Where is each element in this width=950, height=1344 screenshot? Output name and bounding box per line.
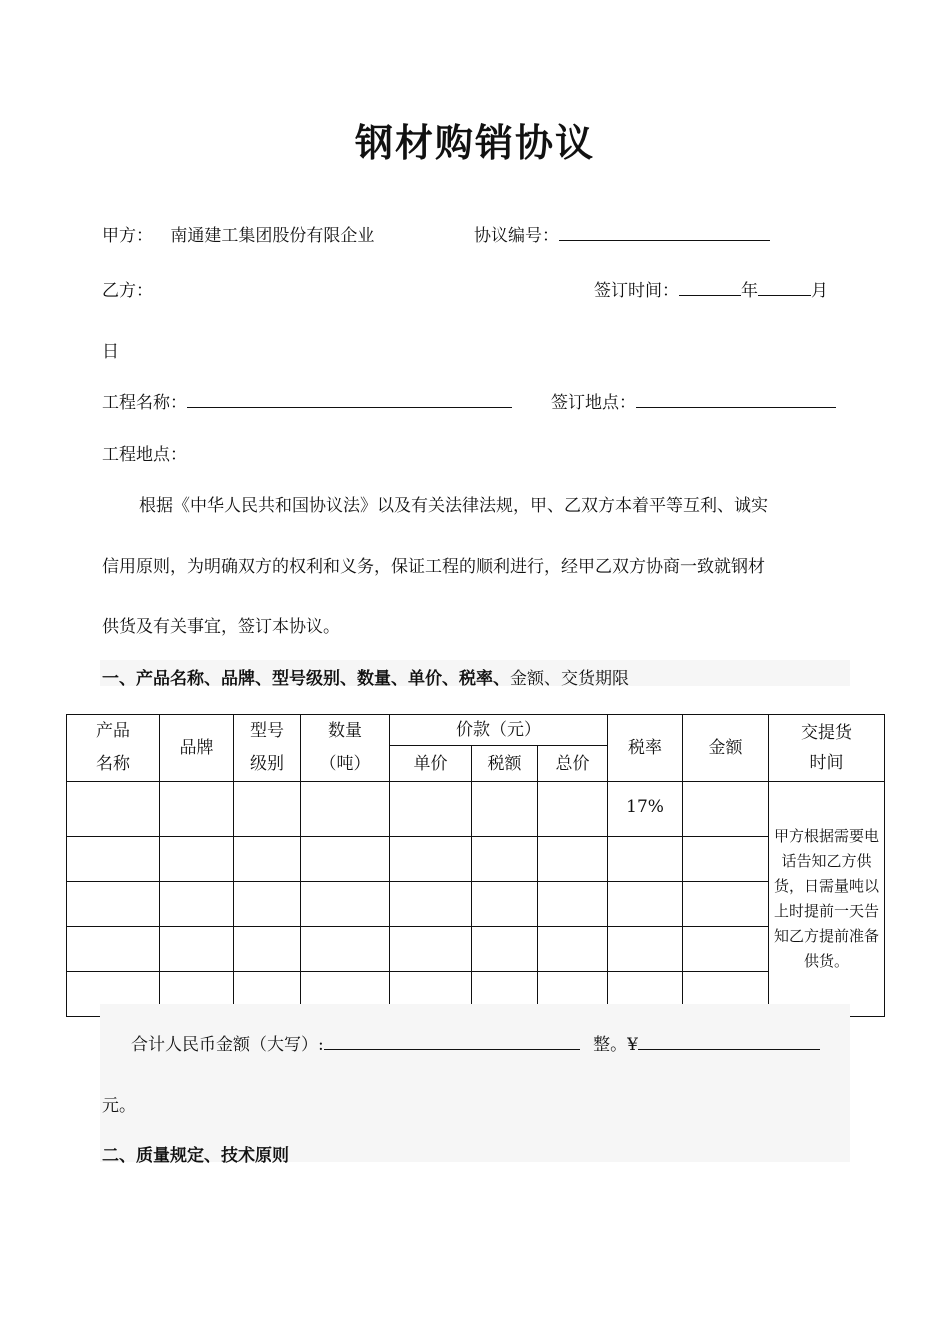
- table-cell[interactable]: [390, 927, 472, 972]
- total-shade: [100, 1004, 850, 1162]
- table-cell[interactable]: [390, 782, 472, 837]
- table-cell[interactable]: [538, 837, 608, 882]
- section-1-normal: 金额、交货期限: [510, 669, 629, 689]
- month-label: 月: [811, 281, 828, 301]
- party-a-line: [102, 221, 374, 246]
- party-a-value: 南通建工集团股份有限企业: [170, 226, 375, 246]
- table-cell[interactable]: [608, 882, 683, 927]
- delivery-note-cell: 甲方根据需要电话告知乙方供货，日需量吨以上时提前一天告知乙方提前准备供货。: [769, 782, 885, 1017]
- total-label: 合计人民币金额（大写）:: [131, 1035, 324, 1055]
- party-a-label: 甲方：: [102, 226, 153, 246]
- total-number-field[interactable]: [638, 1032, 820, 1050]
- header-tax-rate: 税率: [608, 715, 683, 782]
- table-cell[interactable]: [472, 882, 538, 927]
- table-cell[interactable]: [472, 927, 538, 972]
- table-cell[interactable]: [683, 782, 769, 837]
- table-cell[interactable]: [234, 837, 301, 882]
- agreement-no-label: 协议编号：: [474, 226, 559, 246]
- table-cell[interactable]: [683, 882, 769, 927]
- section-1-bold: 一、产品名称、品牌、型号级别、数量、单价、税率、: [102, 669, 510, 689]
- document-title: 钢材购销协议: [354, 121, 595, 165]
- product-table: [66, 714, 885, 1017]
- project-name-field[interactable]: [187, 390, 512, 408]
- agreement-no-field[interactable]: [559, 223, 770, 241]
- section-1-heading: [102, 664, 629, 689]
- table-row: [67, 882, 885, 927]
- table-cell[interactable]: [160, 837, 234, 882]
- table-cell[interactable]: [390, 882, 472, 927]
- table-cell[interactable]: [683, 837, 769, 882]
- table-cell[interactable]: [67, 782, 160, 837]
- project-name-line: [102, 388, 512, 413]
- table-cell[interactable]: [301, 837, 390, 882]
- table-cell[interactable]: [608, 837, 683, 882]
- day-label: 日: [102, 342, 119, 362]
- header-tax-amount: 税额: [472, 746, 538, 782]
- table-cell[interactable]: [390, 837, 472, 882]
- sign-place-line: [551, 388, 836, 413]
- table-cell[interactable]: [301, 782, 390, 837]
- table-cell[interactable]: [608, 927, 683, 972]
- year-label: 年: [741, 281, 758, 301]
- header-unit-price: 单价: [390, 746, 472, 782]
- sign-place-label: 签订地点：: [551, 393, 636, 413]
- table-cell[interactable]: [234, 782, 301, 837]
- table-cell[interactable]: [472, 782, 538, 837]
- party-b-label: 乙方：: [102, 281, 153, 301]
- table-cell[interactable]: [538, 782, 608, 837]
- header-quantity: 数量 （吨）: [301, 715, 390, 782]
- sign-month-field[interactable]: [758, 278, 811, 296]
- total-unit: 元。: [102, 1096, 136, 1116]
- intro-line-1: 根据《中华人民共和国协议法》以及有关法律法规，甲、乙双方本着平等互利、诚实: [139, 496, 768, 516]
- table-cell[interactable]: [67, 837, 160, 882]
- table-cell[interactable]: [234, 927, 301, 972]
- table-cell[interactable]: [538, 927, 608, 972]
- table-cell[interactable]: [67, 882, 160, 927]
- section-2-heading: 二、质量规定、技术原则: [102, 1146, 289, 1166]
- table-cell[interactable]: [160, 882, 234, 927]
- table-row: [67, 782, 885, 837]
- table-cell[interactable]: [160, 927, 234, 972]
- sign-year-field[interactable]: [679, 278, 741, 296]
- sign-time-label: 签订时间：: [594, 281, 679, 301]
- table-cell[interactable]: [683, 927, 769, 972]
- header-brand: 品牌: [160, 715, 234, 782]
- header-total-price: 总价: [538, 746, 608, 782]
- project-site-label: 工程地点：: [102, 445, 187, 465]
- table-cell[interactable]: [67, 927, 160, 972]
- table-cell[interactable]: [160, 782, 234, 837]
- sign-place-field[interactable]: [636, 390, 836, 408]
- total-line: [131, 1030, 820, 1055]
- total-suffix: 整。¥: [593, 1035, 638, 1055]
- header-product-name: 产品 名称: [67, 715, 160, 782]
- table-row: [67, 927, 885, 972]
- header-delivery: 交提货 时间: [769, 715, 885, 782]
- sign-time-line: [594, 276, 828, 301]
- intro-line-2: 信用原则，为明确双方的权利和义务，保证工程的顺利进行，经甲乙双方协商一致就钢材: [102, 557, 765, 577]
- total-words-field[interactable]: [324, 1032, 580, 1050]
- header-model: 型号 级别: [234, 715, 301, 782]
- agreement-no-line: [474, 221, 770, 246]
- table-cell[interactable]: [538, 882, 608, 927]
- table-cell[interactable]: [301, 882, 390, 927]
- header-price-group: 价款（元）: [390, 715, 608, 746]
- intro-line-3: 供货及有关事宜，签订本协议。: [102, 617, 340, 637]
- project-name-label: 工程名称：: [102, 393, 187, 413]
- table-row: [67, 837, 885, 882]
- table-cell[interactable]: [472, 837, 538, 882]
- header-amount: 金额: [683, 715, 769, 782]
- table-cell[interactable]: [234, 882, 301, 927]
- tax-rate-cell[interactable]: 17%: [608, 782, 683, 837]
- table-cell[interactable]: [301, 927, 390, 972]
